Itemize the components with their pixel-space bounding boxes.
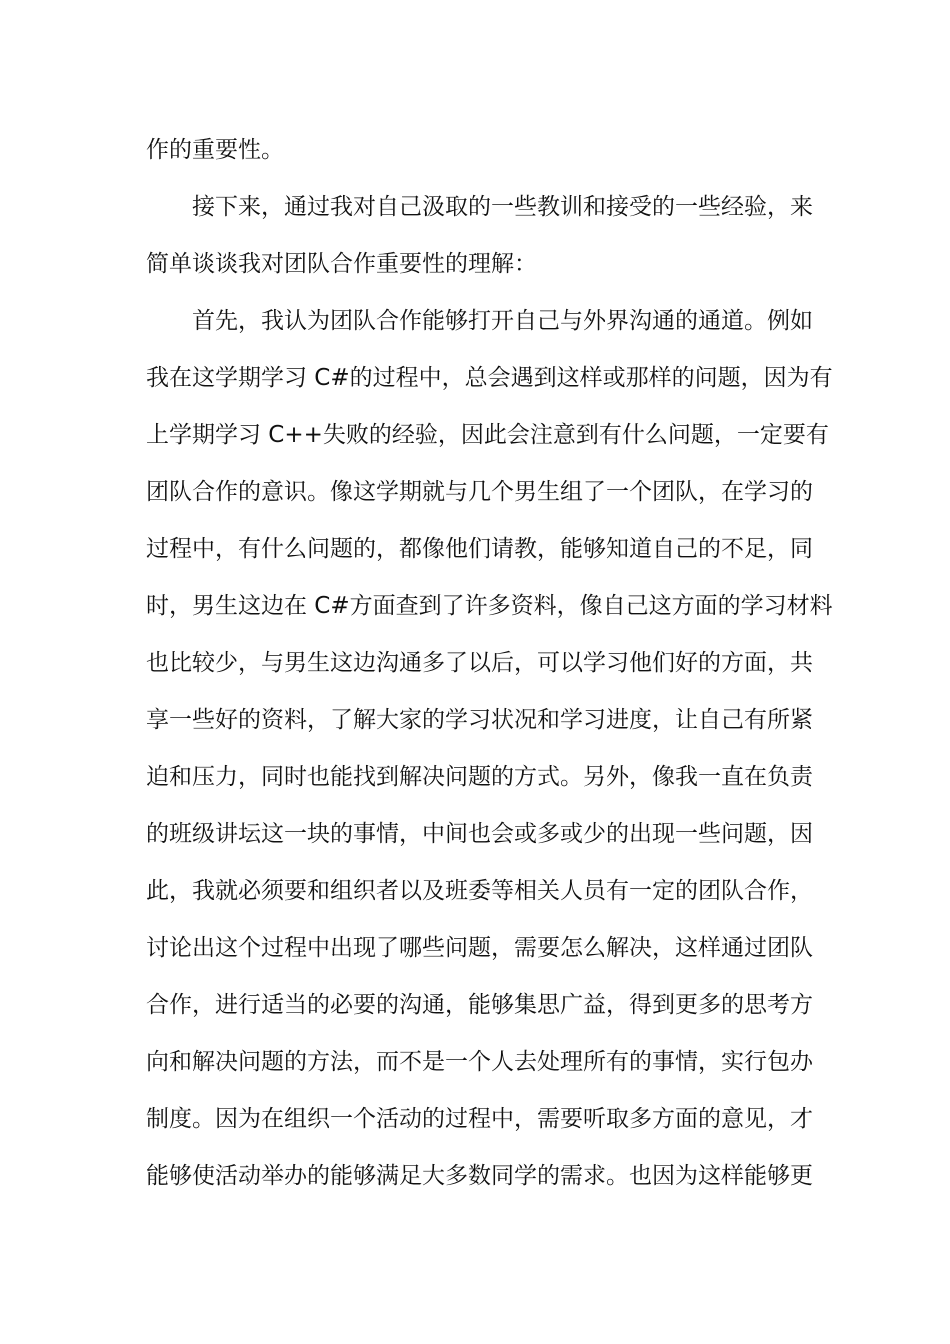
paragraph-line: 时，男生这边在 C#方面查到了许多资料，像自己这方面的学习材料 [146,593,833,619]
paragraph-line: 向和解决问题的方法，而不是一个人去处理所有的事情，实行包办 [146,1049,813,1075]
paragraph-line: 作的重要性。 [146,137,284,163]
paragraph-line: 的班级讲坛这一块的事情，中间也会或多或少的出现一些问题，因 [146,821,813,847]
paragraph-line: 接下来，通过我对自己汲取的一些教训和接受的一些经验，来 [192,194,813,220]
paragraph-line: 首先，我认为团队合作能够打开自己与外界沟通的通道。例如 [192,308,813,334]
paragraph-line: 制度。因为在组织一个活动的过程中，需要听取多方面的意见，才 [146,1106,813,1132]
paragraph-line: 简单谈谈我对团队合作重要性的理解： [146,251,537,277]
body-text [146,122,833,1205]
paragraph-line: 合作，进行适当的必要的沟通，能够集思广益，得到更多的思考方 [146,992,813,1018]
paragraph-line: 迫和压力，同时也能找到解决问题的方式。另外，像我一直在负责 [146,764,813,790]
paragraph-line: 讨论出这个过程中出现了哪些问题，需要怎么解决，这样通过团队 [146,935,813,961]
paragraph-line: 团队合作的意识。像这学期就与几个男生组了一个团队，在学习的 [146,479,813,505]
paragraph-line: 此，我就必须要和组织者以及班委等相关人员有一定的团队合作， [146,878,813,904]
paragraph-line: 享一些好的资料，了解大家的学习状况和学习进度，让自己有所紧 [146,707,813,733]
paragraph-line: 过程中，有什么问题的，都像他们请教，能够知道自己的不足，同 [146,536,813,562]
paragraph-line: 也比较少，与男生这边沟通多了以后，可以学习他们好的方面，共 [146,650,813,676]
paragraph-line: 我在这学期学习 C#的过程中，总会遇到这样或那样的问题，因为有 [146,365,833,391]
paragraph-line: 上学期学习 C++失败的经验，因此会注意到有什么问题，一定要有 [146,422,829,448]
paragraph-line: 能够使活动举办的能够满足大多数同学的需求。也因为这样能够更 [146,1163,813,1189]
